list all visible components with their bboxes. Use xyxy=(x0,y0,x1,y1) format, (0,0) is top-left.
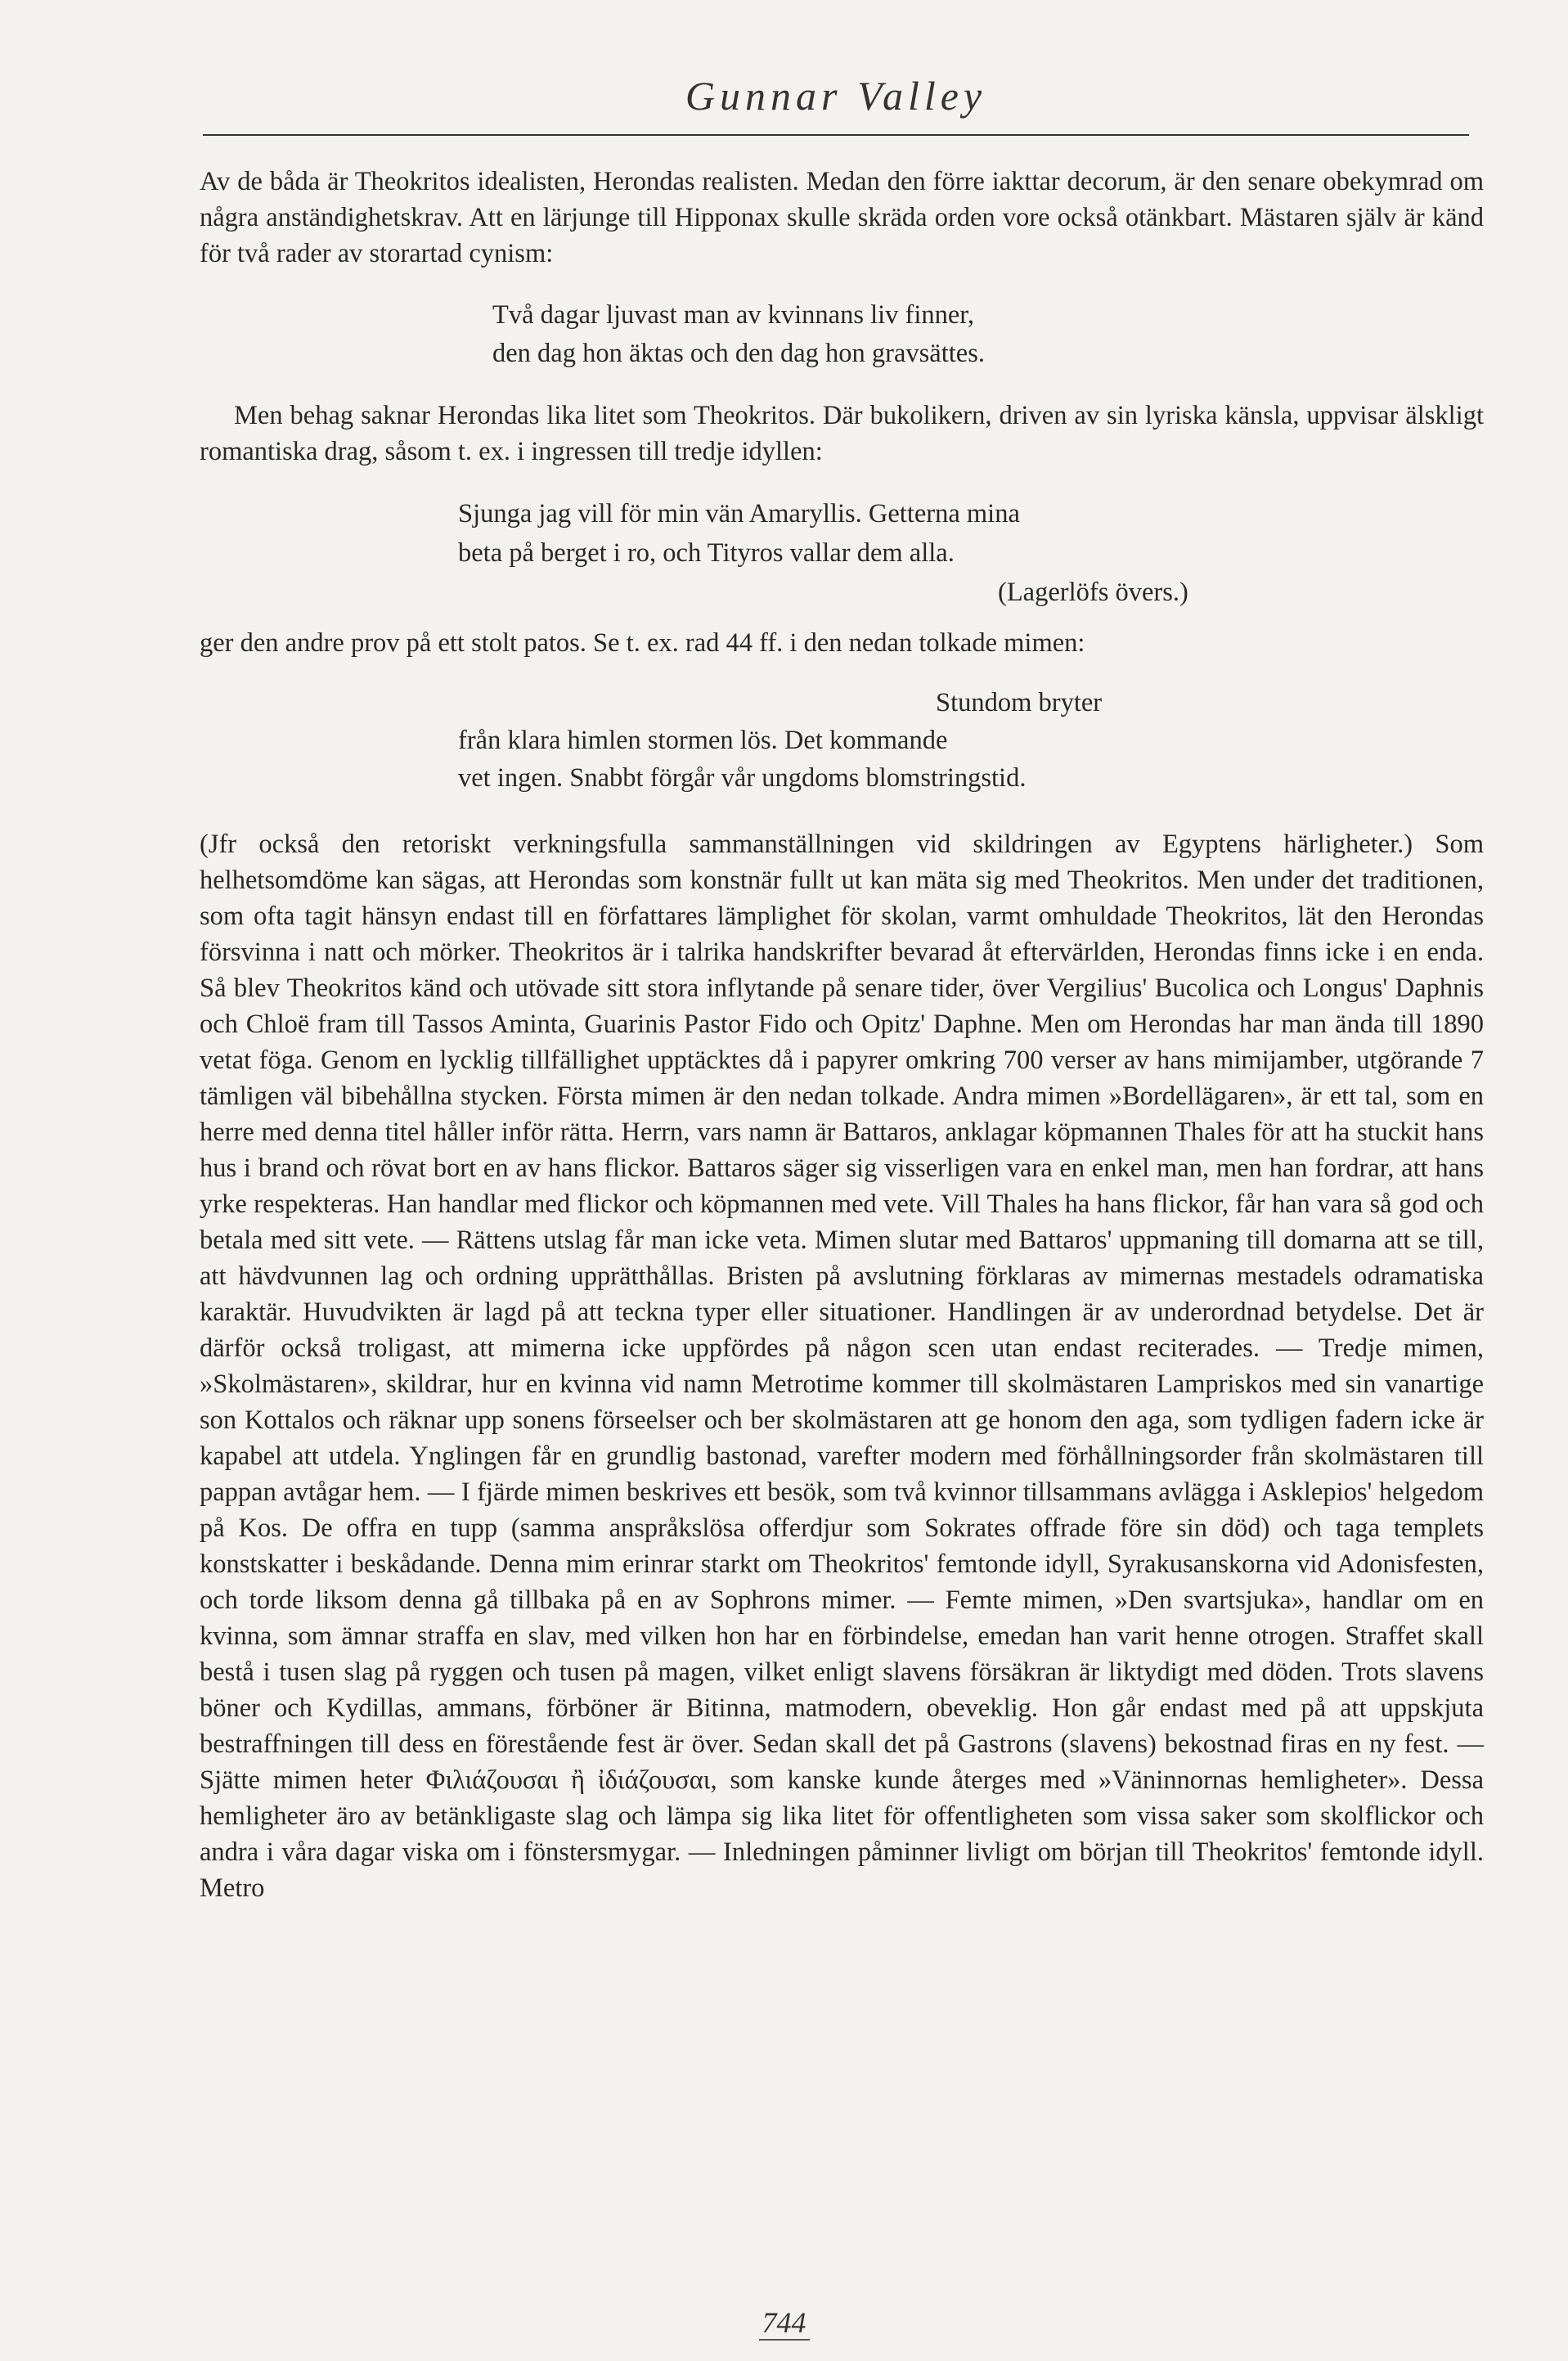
poem-line: vet ingen. Snabbt förgår vår ungdoms blomstringstid. xyxy=(458,763,1027,793)
poem-line: den dag hon äktas och den dag hon gravsättes. xyxy=(492,339,985,368)
paragraph-2: Men behag saknar Herondas lika litet som Theokritos. Där bukolikern, driven av sin lyriska känsla, uppvisar älskligt romantiska drag, såsom t. ex. i ingressen till tredje idyllen: xyxy=(200,401,1484,466)
paragraph-4: (Jfr också den retoriskt verkningsfulla sammanställningen vid skildringen av Egyptens härligheter.) Som helhetsomdöme kan sägas, att Herondas som konstnär fullt ut kan mäta sig med Theokritos. Men under det traditionen, som ofta tagit hänsyn endast till en författares lämplighet för skolan, varmt omhuldade Theokritos, lät den Herondas försvinna i natt och mörker. Theokritos är i talrika handskrifter bevarad åt eftervärlden, Herondas finns icke i en enda. Så blev Theokritos känd och utövade sitt stora inflytande på senare tider, över Vergilius' Bucolica och Longus' Daphnis och Chloë fram till Tassos Aminta, Guarinis Pastor Fido och Opitz' Daphne. Men om Herondas har man ända till 1890 vetat föga. Genom en lycklig tillfällighet upptäcktes då i papyrer omkring 700 verser av hans mimijamber, utgörande 7 tämligen väl bibehållna stycken. Första mimen är den nedan tolkade. Andra mimen »Bordellägaren», är ett tal, som en herre med denna titel håller inför rätta. Herrn, vars namn är Battaros, anklagar köpmannen Thales för att ha stuckit hans hus i brand och rövat bort en av hans flickor. Battaros säger sig visserligen vara en enkel man, men han fordrar, att hans yrke respekteras. Han handlar med flickor och köpmannen med vete. Vill Thales ha hans flickor, får han vara så god och betala med sitt vete. — Rättens utslag får man icke veta. Mimen slutar med Battaros' uppmaning till domarna att se till, att hävdvunnen lag och ordning upprätthållas. Bristen på avslutning förklaras av mimernas mestadels odramatiska karaktär. Huvudvikten är lagd på att teckna typer eller situationer. Handlingen är av underordnad betydelse. Det är därför också troligast, att mimerna icke uppfördes på någon scen utan endast reciterades. — Tredje mimen, »Skolmästaren», skildrar, hur en kvinna vid namn Metrotime kommer till skolmästaren Lampriskos med sin vanartige son Kottalos och räknar upp sonens förseelser och ber skolmästaren att ge honom den aga, som tydligen fadern icke är kapabel att utdela. Ynglingen får en grundlig bastonad, varefter modern med förhållningsorder från skolmästaren till pappan avtågar hem. — I fjärde mimen beskrives ett besök, som två kvinnor tillsammans avlägga i Asklepios' helgedom på Kos. De offra en tupp (samma anspråkslösa offerdjur som Sokrates offrade före sin död) och taga templets konstskatter i beskådande. Denna mim erinrar starkt om Theokritos' femtonde idyll, Syrakusanskorna vid Adonisfesten, och torde liksom denna gå tillbaka på en av Sophrons mimer. — Femte mimen, »Den svartsjuka», handlar om en kvinna, som ämnar straffa en slav, med vilken hon har en förbindelse, emedan han varit henne otrogen. Straffet skall bestå i tusen slag på ryggen och tusen på magen, vilket enligt slavens försäkran är liktydigt med döden. Trots slavens böner och Kydillas, ammans, förböner är Bitinna, matmodern, obeveklig. Hon går endast med på att uppskjuta bestraffningen till dess en förestående fest är över. Sedan skall det på Gastrons (slavens) bekostnad firas en ny fest. — Sjätte mimen heter Φιλιάζουσαι ἢ ἰδιάζουσαι, som kanske kunde återges med »Väninnornas hemligheter». Dessa hemligheter äro av betänkligaste slag och lämpa sig lika litet för offentligheten som vissa saker som skolflickor och andra i våra dagar viska om i fönstersmygar. — Inledningen påminner livligt om början till Theokritos' femtonde idyll. Metro xyxy=(200,830,1484,1903)
poem-attribution: (Lagerlöfs övers.) xyxy=(998,578,1188,607)
poem-line: beta på berget i ro, och Tityros vallar dem alla. xyxy=(458,538,955,568)
paragraph-1: Av de båda är Theokritos idealisten, Herondas realisten. Medan den förre iakttar decorum, är den senare obekymrad om några anständighetskrav. Att en lärjunge till Hipponax skulle skräda orden vore också otänkbart. Mästaren själv är känd för två rader av storartad cynism: xyxy=(200,167,1484,268)
header-title: Gunnar Valley xyxy=(685,73,987,119)
page-number-label: 744 xyxy=(759,2306,810,2341)
paragraph-3: ger den andre prov på ett stolt patos. Se t. ex. rad 44 ff. i den nedan tolkade mimen: xyxy=(200,628,1085,658)
poem-line: Sjunga jag vill för min vän Amaryllis. Getterna mina xyxy=(458,499,1020,528)
quote-poem-1 xyxy=(200,296,1484,373)
quote-poem-2 xyxy=(200,494,1484,612)
quote-poem-3 xyxy=(200,684,1484,797)
body-text xyxy=(200,164,1484,1906)
poem-line: från klara himlen stormen lös. Det kommande xyxy=(458,726,948,755)
header-rule xyxy=(203,134,1469,136)
running-header xyxy=(203,72,1469,119)
poem-line: Stundom bryter xyxy=(936,688,1103,717)
page-number xyxy=(0,2305,1568,2340)
poem-line: Två dagar ljuvast man av kvinnans liv finner, xyxy=(492,300,974,330)
